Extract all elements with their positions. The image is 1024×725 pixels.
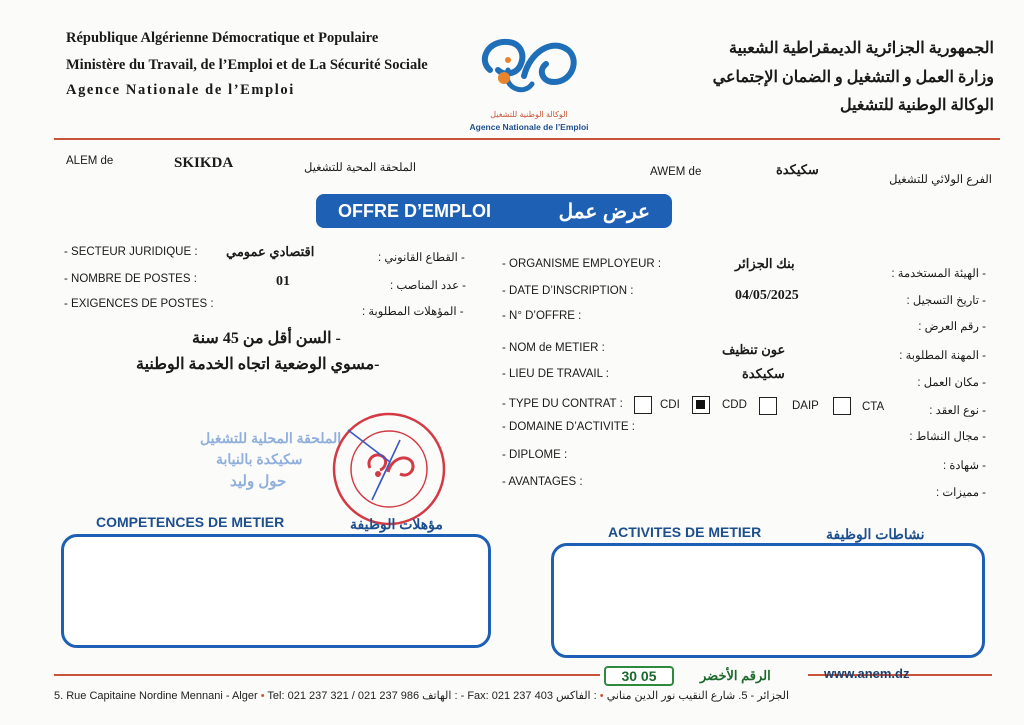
- header-ar-agency: الوكالة الوطنية للتشغيل: [839, 97, 994, 114]
- activites-title-fr: ACTIVITES DE METIER: [608, 524, 762, 540]
- footer-bullet-2: •: [599, 690, 604, 702]
- postes-ar-label: - عدد المناصب :: [390, 280, 467, 292]
- organisme-ar-label: - الهيئة المستخدمة :: [891, 268, 986, 280]
- organisme-label: - ORGANISME EMPLOYEUR :: [502, 258, 662, 270]
- anem-logo-icon: [468, 30, 590, 108]
- postes-value: 01: [276, 274, 290, 289]
- signature-stamp-line2: سكيكدة بالنيابة: [216, 451, 303, 467]
- competences-box: [61, 534, 491, 648]
- competences-title-ar: مؤهلات الوظيفة: [350, 516, 443, 532]
- red-official-seal: [330, 410, 448, 528]
- footer-tel-ar: : الهاتف: [422, 690, 458, 702]
- domaine-label: - DOMAINE D’ACTIVITE :: [502, 421, 635, 433]
- green-number-value: 30 05: [621, 668, 657, 684]
- contrat-checkbox-daip[interactable]: [759, 397, 777, 415]
- awem-ar-label: الفرع الولائي للتشغيل: [889, 174, 992, 186]
- date-value: 04/05/2025: [735, 288, 799, 303]
- header-ar-republic: الجمهورية الجزائرية الديمقراطية الشعبية: [728, 40, 994, 57]
- header-fr-republic: République Algérienne Démocratique et Populaire: [66, 30, 379, 46]
- offre-label: - N° D’OFFRE :: [502, 310, 582, 322]
- lieu-ar-label: - مكان العمل :: [917, 377, 986, 389]
- domaine-ar-label: - مجال النشاط :: [909, 431, 986, 443]
- footer-address: 5. Rue Capitaine Nordine Mennani - Alger: [54, 690, 258, 702]
- avantages-ar-label: - مميزات :: [935, 487, 986, 499]
- contrat-ar-label: - نوع العقد :: [929, 405, 986, 417]
- date-label: - DATE D’INSCRIPTION :: [502, 285, 634, 297]
- header-ar-ministry: وزارة العمل و التشغيل و الضمان الإجتماعي: [712, 69, 994, 86]
- contrat-checkbox-cta[interactable]: [833, 397, 851, 415]
- green-number-label: الرقم الأخضر: [700, 668, 771, 683]
- contrat-option-daip: DAIP: [792, 400, 819, 412]
- footer-divider-left: [54, 674, 600, 676]
- contrat-label: - TYPE DU CONTRAT :: [502, 398, 623, 410]
- footer-tel: Tel: 021 237 321 / 021 237 986: [267, 690, 420, 702]
- secteur-label: - SECTEUR JURIDIQUE :: [64, 246, 198, 258]
- offer-title-banner: [316, 194, 672, 228]
- exigences-label: - EXIGENCES DE POSTES :: [64, 298, 214, 310]
- offer-title-ar: عرض عمل: [558, 200, 650, 223]
- alem-label: ALEM de: [66, 155, 114, 167]
- footer-address-fr: [54, 689, 789, 702]
- metier-ar-label: - المهنة المطلوبة :: [899, 350, 986, 362]
- footer-fax: - Fax: 021 237 403: [460, 690, 553, 702]
- competences-title-fr: COMPETENCES DE METIER: [96, 514, 285, 530]
- exigences-ar-label: - المؤهلات المطلوبة :: [362, 306, 464, 318]
- exigence-service: -مسوي الوضعية اتجاه الخدمة الوطنية: [136, 356, 380, 373]
- contrat-checkbox-cdi[interactable]: [634, 396, 652, 414]
- activites-title-ar: نشاطات الوظيفة: [826, 526, 925, 542]
- website-link[interactable]: www.anem.dz: [824, 666, 910, 681]
- lieu-label: - LIEU DE TRAVAIL :: [502, 368, 609, 380]
- secteur-ar-label: - القطاع القانوني :: [378, 252, 465, 264]
- activites-box: [551, 543, 985, 658]
- signature-stamp-line1: الملحقة المحلية للتشغيل: [200, 430, 342, 446]
- diplome-ar-label: - شهادة :: [942, 460, 986, 472]
- awem-value: سكيكدة: [776, 162, 819, 177]
- offer-title-fr: OFFRE D’EMPLOI: [338, 200, 491, 221]
- postes-label: - NOMBRE DE POSTES :: [64, 273, 197, 285]
- metier-value: عون تنظيف: [722, 342, 786, 357]
- exigence-age: - السن أقل من 45 سنة: [192, 330, 341, 347]
- green-number-badge: [604, 666, 674, 686]
- footer-fax-ar: : الفاكس: [556, 690, 597, 702]
- contrat-option-cdd: CDD: [722, 399, 747, 411]
- awem-label: AWEM de: [650, 166, 702, 178]
- footer-address-ar: الجزائر - 5. شارع النقيب نور الدين مناني: [606, 690, 790, 702]
- signature-stamp-line3: حول وليد: [230, 473, 287, 490]
- alem-ar-label: الملحقة المحية للتشغيل: [304, 162, 417, 174]
- organisme-value: بنك الجزائر: [735, 256, 795, 271]
- avantages-label: - AVANTAGES :: [502, 476, 583, 488]
- alem-value: SKIKDA: [174, 155, 234, 171]
- date-ar-label: - تاريخ التسجيل :: [906, 295, 986, 307]
- anem-logo: [468, 30, 590, 134]
- header-fr-agency: Agence Nationale de l’Emploi: [66, 82, 295, 98]
- logo-ar-text: الوكالة الوطنية للتشغيل: [490, 110, 568, 119]
- contrat-checkbox-cdd[interactable]: [692, 396, 710, 414]
- header-fr-ministry: Ministère du Travail, de l’Emploi et de La Sécurité Sociale: [66, 57, 428, 73]
- logo-fr-text: Agence Nationale de l’Emploi: [469, 122, 589, 132]
- contrat-option-cdi: CDI: [660, 399, 680, 411]
- contrat-option-cta: CTA: [862, 401, 885, 413]
- header-divider: [54, 138, 1000, 140]
- metier-label: - NOM de METIER :: [502, 342, 605, 354]
- lieu-value: سكيكدة: [742, 366, 785, 381]
- footer-bullet: •: [260, 690, 265, 702]
- secteur-value: اقتصادي عمومي: [226, 244, 315, 259]
- offre-ar-label: - رقم العرض :: [918, 321, 986, 333]
- diplome-label: - DIPLOME :: [502, 449, 568, 461]
